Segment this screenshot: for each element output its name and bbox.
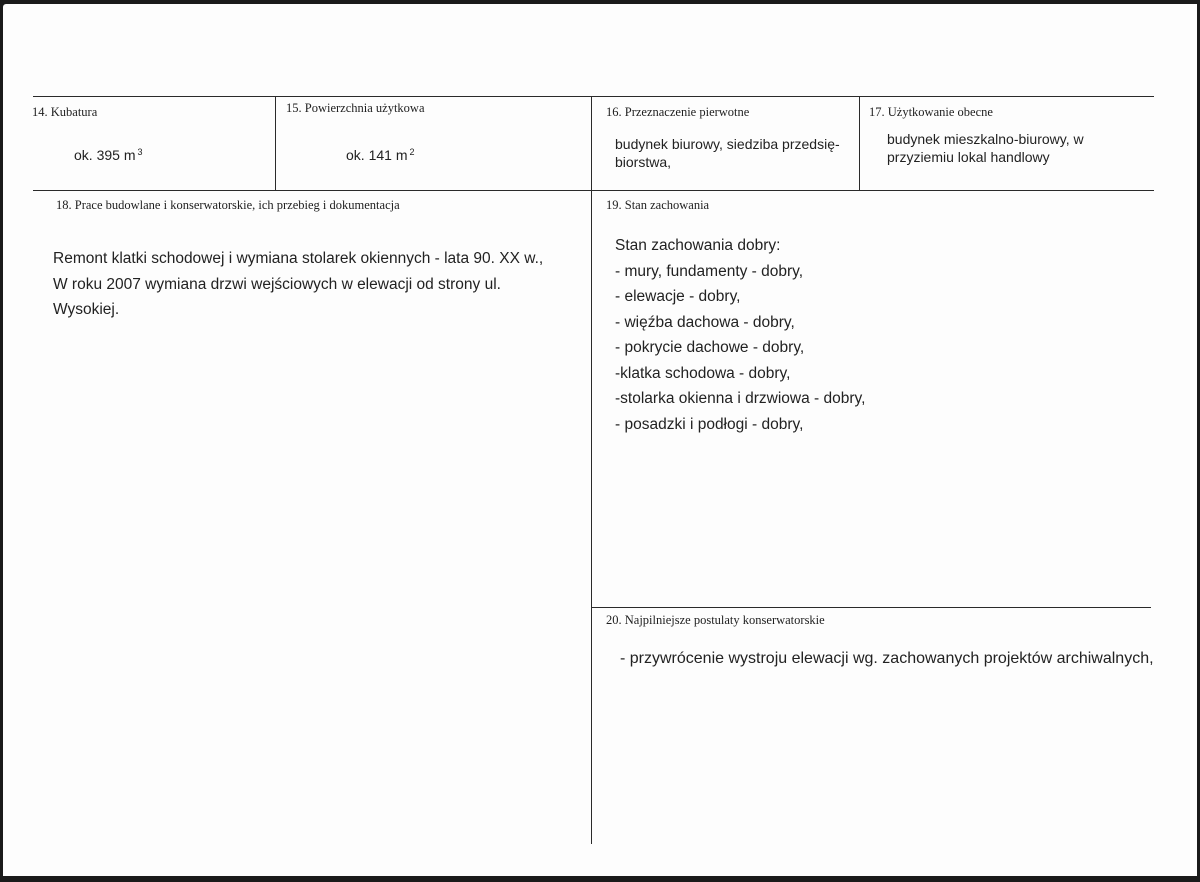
text-line: -klatka schodowa - dobry, [615,364,791,382]
superscript: 2 [409,147,415,157]
text-line: -stolarka okienna i drzwiowa - dobry, [615,390,866,407]
field-label-19: 19. Stan zachowania [606,198,710,212]
field-label-16: 16. Przeznaczenie pierwotne [606,105,750,119]
text-line: W roku 2007 wymiana drzwi wejściowych w elewacji od strony ul. [53,275,501,293]
field-label-15: 15. Powierzchnia użytkowa [286,101,425,115]
document-sheet [3,4,1197,876]
text-line: przyziemiu lokal handlowy [887,149,1050,165]
text-line: - mury, fundamenty - dobry, [615,262,804,280]
field-label-20: 20. Najpilniejsze postulaty konserwatorskie [606,613,825,627]
field-value-20: - przywrócenie wystroju elewacji wg. zachowanych projektów archiwalnych, [620,650,1154,667]
text-line: budynek mieszkalno-biurowy, w [887,131,1084,147]
field-value-19 [615,233,865,437]
table-row-divider [33,190,1154,191]
text-line: Wysokiej. [53,301,120,318]
field-value-14 [74,143,143,164]
field-label-18: 18. Prace budowlane i konserwatorskie, ich przebieg i dokumentacja [56,198,400,212]
column-divider-14-15 [275,96,276,190]
text-line: biorstwa, [615,154,672,170]
field-label-14: 14. Kubatura [32,105,98,119]
field-label-17: 17. Użytkowanie obecne [869,105,993,119]
text-line: - posadzki i podłogi - dobry, [615,415,804,433]
section-20-rule [591,607,1151,608]
text-line: Remont klatki schodowej i wymiana stolarek okiennych - lata 90. XX w., [53,250,544,267]
text-line: - więźba dachowa - dobry, [615,313,795,331]
text-line: budynek biurowy, siedziba przedsię- [615,136,840,152]
text-line: Stan zachowania dobry: [615,237,781,254]
field-value-17 [887,130,1084,166]
field-value-15 [346,143,415,164]
text-line: - elewacje - dobry, [615,288,741,305]
field-value-16 [615,135,840,171]
field-value-18 [53,246,543,323]
superscript: 3 [137,147,143,157]
column-divider-main [591,96,592,844]
value-text: ok. 395 m [74,147,136,163]
column-divider-16-17 [859,96,860,190]
table-top-rule [33,96,1154,97]
value-text: ok. 141 m [346,147,408,163]
text-line: - pokrycie dachowe - dobry, [615,339,805,356]
